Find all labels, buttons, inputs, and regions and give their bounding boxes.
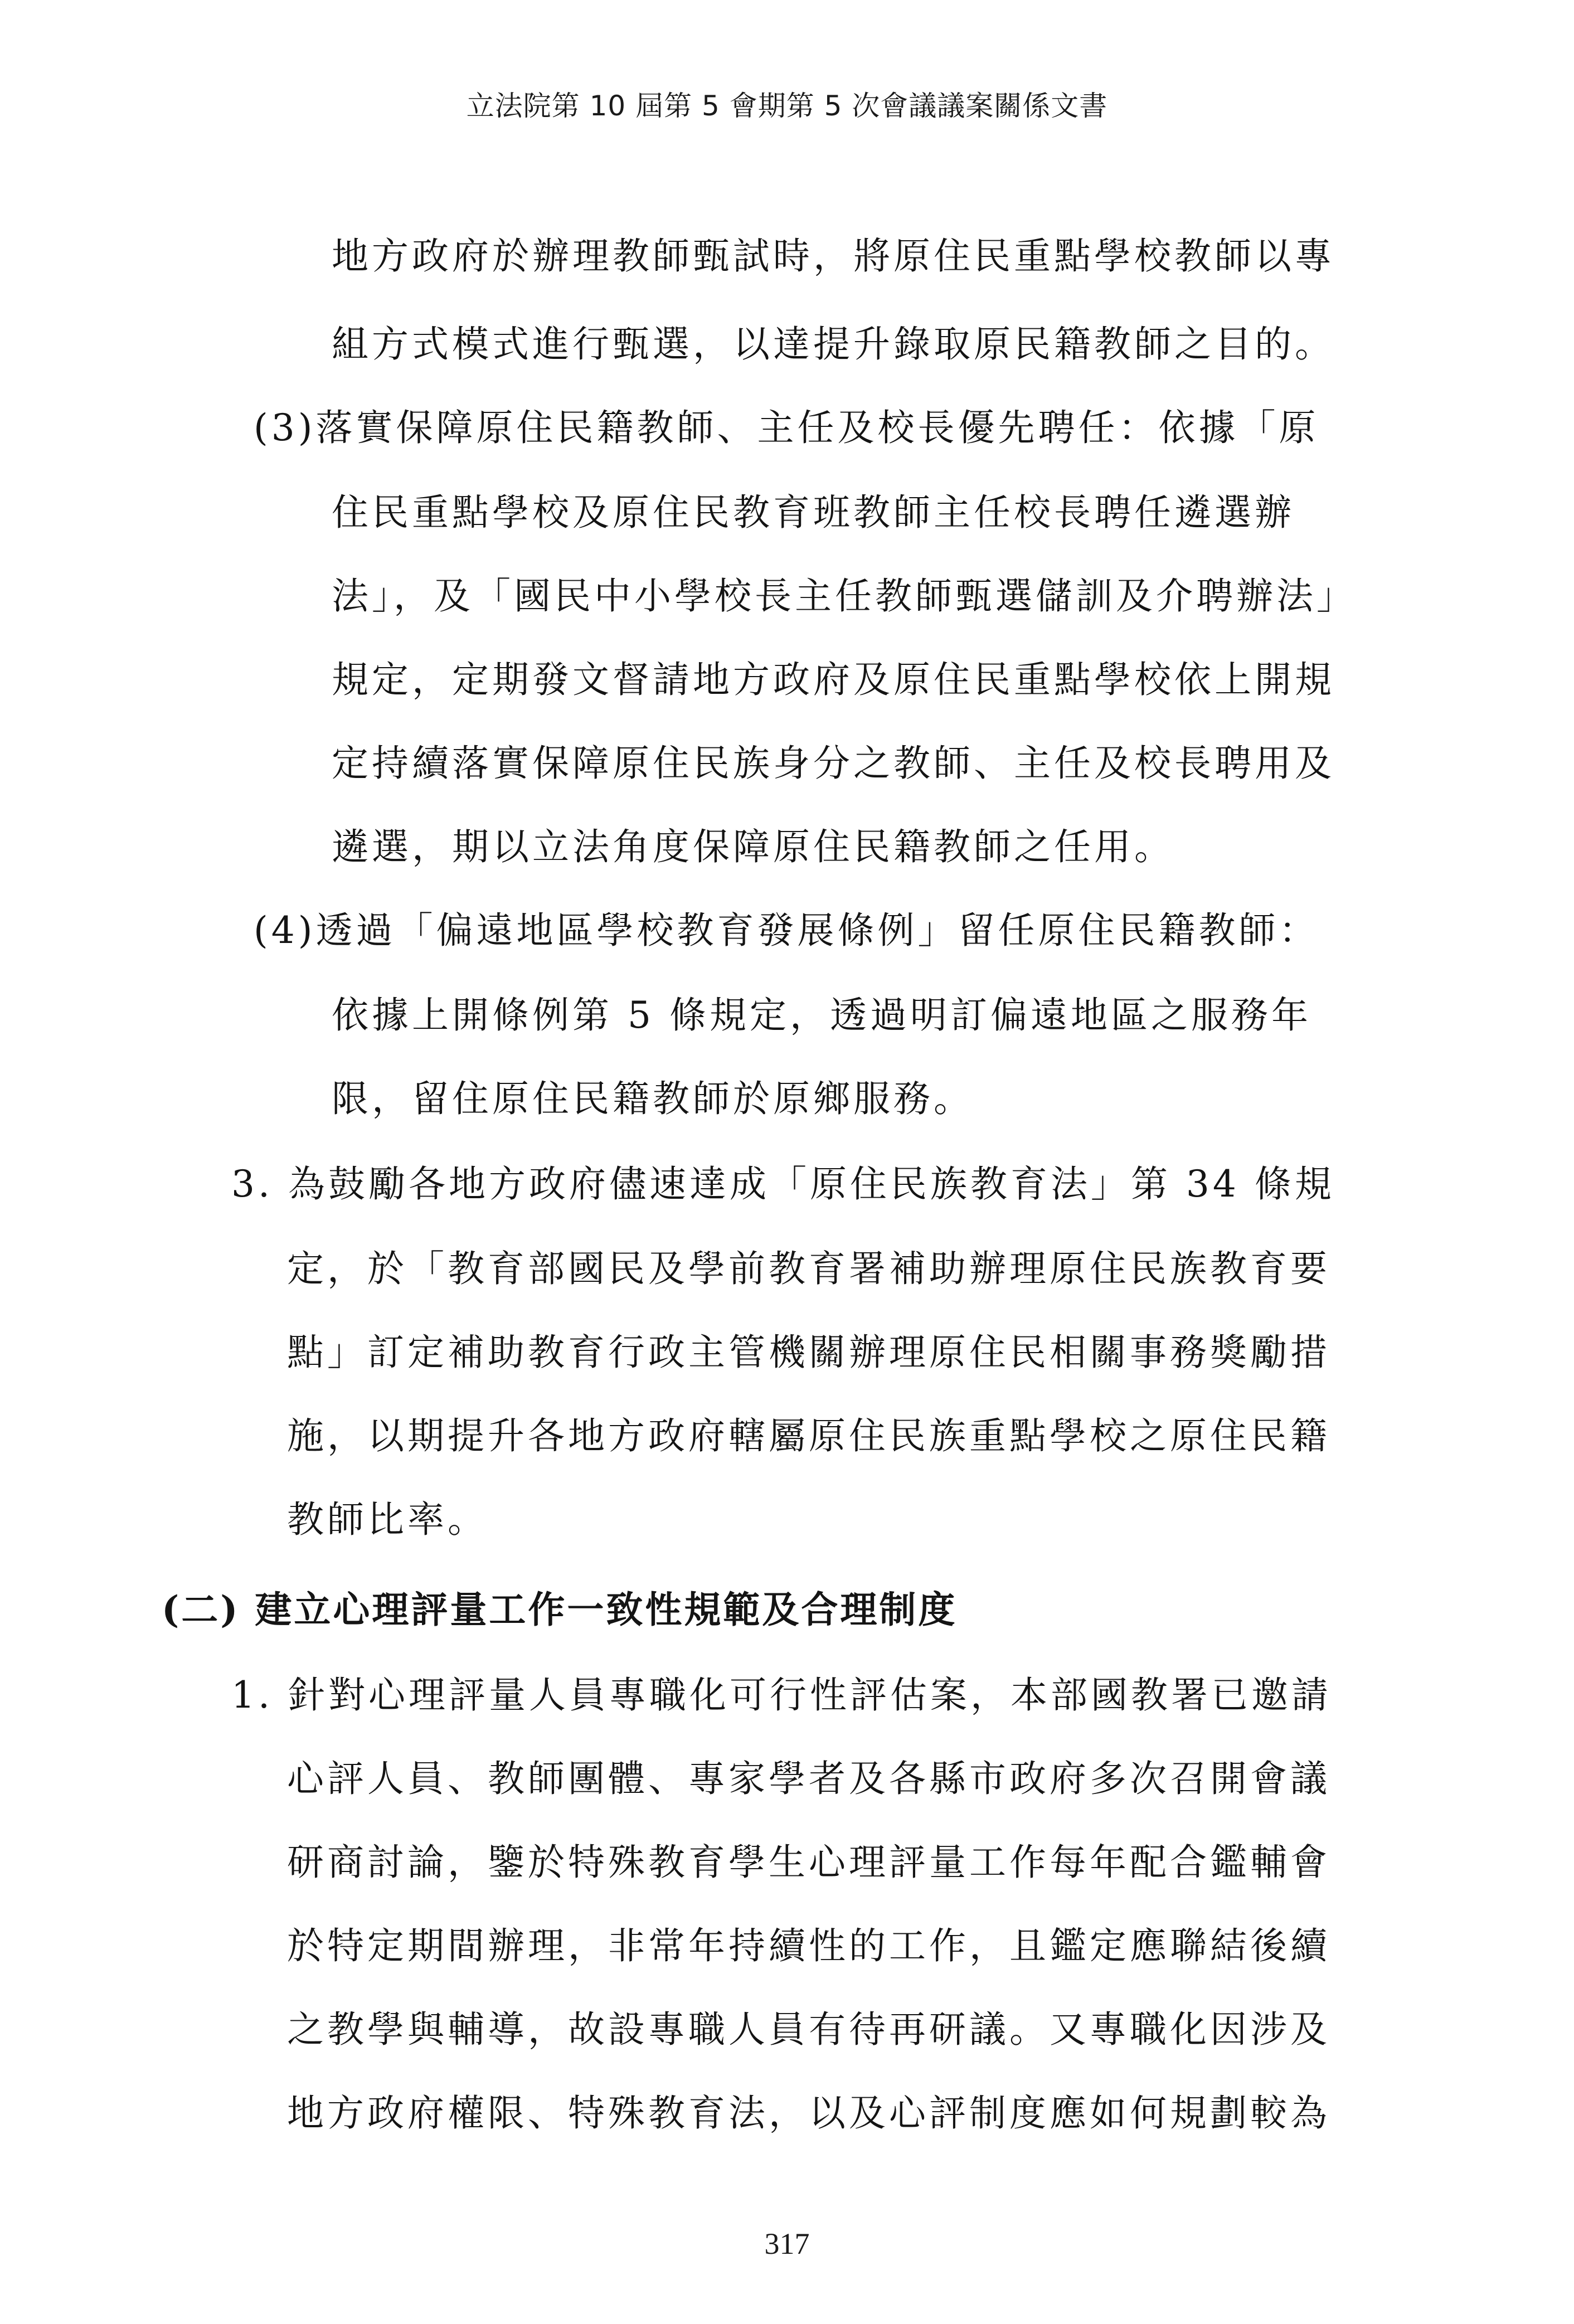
body-line: 於特定期間辦理，非常年持續性的工作，且鑑定應聯結後續 [287, 1924, 1330, 1967]
body-line: 施，以期提升各地方政府轄屬原住民族重點學校之原住民籍 [287, 1414, 1330, 1457]
document-header: 立法院第 10 屆第 5 會期第 5 次會議議案關係文書 [466, 90, 1108, 122]
section-heading: (二) 建立心理評量工作一致性規範及合理制度 [162, 1588, 958, 1631]
item-1-line: 1. 針對心理評量人員專職化可行性評估案，本部國教署已邀請 [231, 1674, 1332, 1717]
body-line: 限，留住原住民籍教師於原鄉服務。 [332, 1077, 974, 1120]
body-line: 研商討論，鑒於特殊教育學生心理評量工作每年配合鑑輔會 [287, 1841, 1330, 1884]
body-line: 心評人員、教師團體、專家學者及各縣市政府多次召開會議 [287, 1757, 1330, 1800]
body-line: 規定，定期發文督請地方政府及原住民重點學校依上開規 [332, 658, 1335, 701]
body-line: 點」訂定補助教育行政主管機關辦理原住民相關事務獎勵措 [287, 1331, 1330, 1374]
body-line: 遴選，期以立法角度保障原住民籍教師之任用。 [332, 825, 1174, 868]
body-line: 組方式模式進行甄選，以達提升錄取原民籍教師之目的。 [332, 323, 1335, 366]
item-3-line: 3. 為鼓勵各地方政府儘速達成「原住民族教育法」第 34 條規 [231, 1163, 1335, 1205]
body-line: 教師比率。 [287, 1498, 488, 1541]
sub-item-3-line: (3)落實保障原住民籍教師、主任及校長優先聘任：依據「原 [254, 406, 1319, 449]
body-line: 地方政府於辦理教師甄試時，將原住民重點學校教師以專 [332, 235, 1335, 278]
body-line: 法」，及「國民中小學校長主任教師甄選儲訓及介聘辦法」 [332, 575, 1357, 618]
page-number: 317 [764, 2227, 810, 2260]
body-line: 定，於「教育部國民及學前教育署補助辦理原住民族教育要 [287, 1247, 1330, 1290]
sub-item-4-line: (4)透過「偏遠地區學校教育發展條例」留任原住民籍教師： [254, 909, 1319, 952]
body-line: 住民重點學校及原住民教育班教師主任校長聘任遴選辦 [332, 491, 1295, 534]
body-line: 依據上開條例第 5 條規定，透過明訂偏遠地區之服務年 [332, 994, 1311, 1037]
body-line: 地方政府權限、特殊教育法，以及心評制度應如何規劃較為 [287, 2092, 1330, 2135]
body-line: 定持續落實保障原住民族身分之教師、主任及校長聘用及 [332, 742, 1335, 785]
body-line: 之教學與輔導，故設專職人員有待再研議。又專職化因涉及 [287, 2008, 1330, 2051]
